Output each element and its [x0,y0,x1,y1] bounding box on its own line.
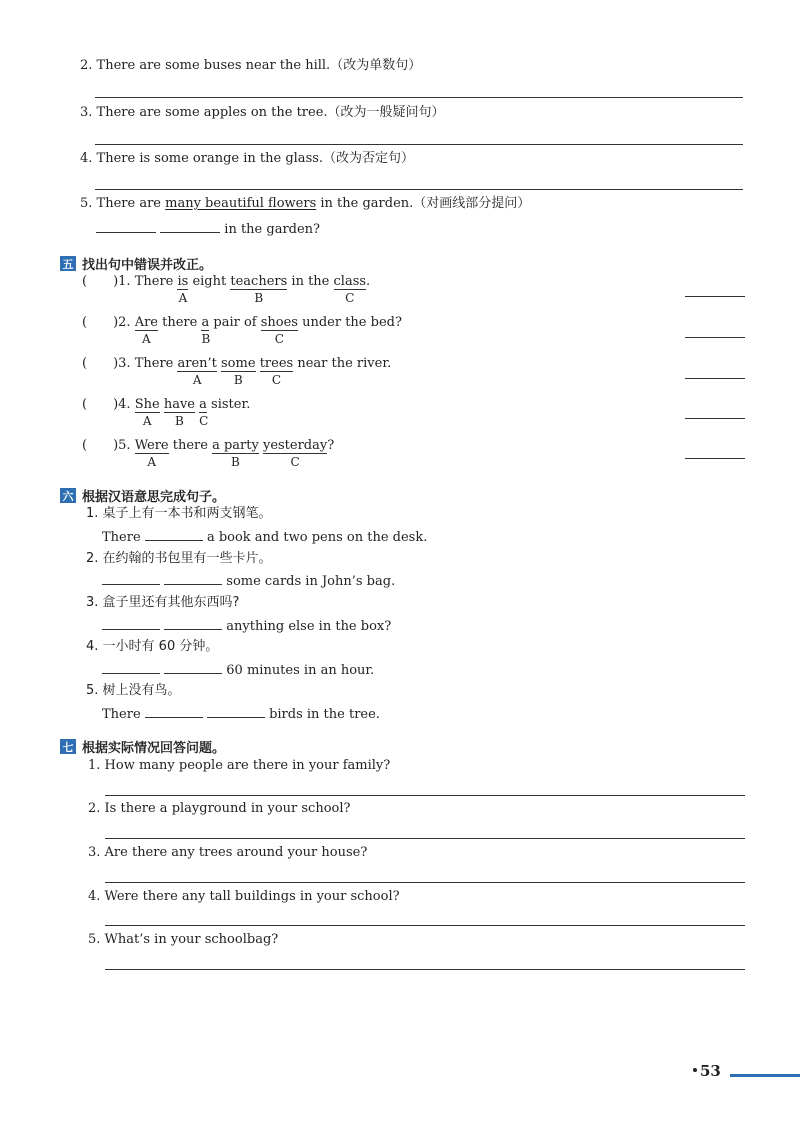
translate-item-2-cn: 2. 在约翰的书包里有一些卡片。 [86,551,272,566]
question-5-line2: in the garden? [96,220,320,238]
option-b: teachers B [230,274,288,305]
section-7-heading [60,737,225,756]
option-a: is A [177,274,189,305]
fill-blank[interactable] [164,572,222,585]
correction-blank[interactable] [685,378,745,379]
answer-question-5: 5. What’s in your schoolbag? [88,932,279,947]
fill-blank[interactable] [145,528,203,541]
section-5-heading [60,254,212,273]
translate-item-4-cn: 4. 一小时有 60 分钟。 [86,639,219,654]
section-6-heading [60,486,225,505]
correction-blank[interactable] [685,337,745,338]
correction-blank[interactable] [685,458,745,459]
section-title: 根据汉语意思完成句子。 [82,490,226,505]
page-number: 53 [700,1062,721,1080]
answer-line[interactable] [105,795,745,796]
translate-item-2-en: some cards in John’s bag. [102,572,395,590]
question-2: 2. There are some buses near the hill.（改为单数句） [80,58,422,73]
translate-item-4-en: 60 minutes in an hour. [102,661,374,679]
error-item-2: ( )2. Are A there a B pair of shoes C under the bed? [82,315,402,346]
page-dot [693,1068,697,1072]
translate-item-3-cn: 3. 盒子里还有其他东西吗? [86,595,240,610]
answer-line-4[interactable] [95,189,743,190]
fill-blank[interactable] [102,617,160,630]
error-item-4: ( )4. She A have B a C sister. [82,397,251,428]
answer-line[interactable] [105,925,745,926]
question-5: 5. There are many beautiful flowers in the garden.（对画线部分提问） [80,196,531,211]
option-b: have B [163,397,195,428]
option-b: some B [221,356,256,387]
option-a: Were A [134,438,169,469]
correction-blank[interactable] [685,418,745,419]
answer-line[interactable] [105,838,745,839]
option-c: yesterday C [262,438,328,469]
fill-blank[interactable] [164,661,222,674]
answer-line[interactable] [105,969,745,970]
section-badge: 六 [60,488,76,503]
translate-item-3-en: anything else in the box? [102,617,391,635]
section-badge: 七 [60,739,76,754]
translate-item-5-cn: 5. 树上没有鸟。 [86,683,181,698]
answer-question-4: 4. Were there any tall buildings in your school? [88,889,400,904]
answer-question-3: 3. Are there any trees around your house? [88,845,368,860]
section-badge: 五 [60,256,76,271]
option-c: a C [199,397,209,428]
option-b: a party B [212,438,259,469]
answer-line-3[interactable] [95,144,743,145]
correction-blank[interactable] [685,296,745,297]
option-c: class C [333,274,367,305]
answer-question-1: 1. How many people are there in your family? [88,758,391,773]
question-3: 3. There are some apples on the tree.（改为一般疑问句） [80,105,445,120]
fill-blank[interactable] [207,705,265,718]
translate-item-5-en: There birds in the tree. [102,707,380,722]
section-title: 根据实际情况回答问题。 [82,741,226,756]
answer-question-2: 2. Is there a playground in your school? [88,801,351,816]
fill-blank[interactable] [102,661,160,674]
option-c: shoes C [260,315,298,346]
translate-item-1-cn: 1. 桌子上有一本书和两支钢笔。 [86,506,272,521]
option-b: a B [201,315,211,346]
fill-blank[interactable] [164,617,222,630]
fill-blank[interactable] [96,220,156,233]
option-a: She A [134,397,160,428]
fill-blank[interactable] [160,220,220,233]
answer-line-2[interactable] [95,97,743,98]
fill-blank[interactable] [145,705,203,718]
question-4: 4. There is some orange in the glass.（改为否定句） [80,151,415,166]
option-a: Are A [134,315,158,346]
error-item-1: ( )1. There is A eight teachers B in the class C . [82,274,371,305]
error-item-5: ( )5. Were A there a party B yesterday C ? [82,438,335,469]
page-accent-bar [730,1074,800,1077]
option-a: aren’t A [177,356,217,387]
section-title: 找出句中错误并改正。 [82,258,213,273]
answer-line[interactable] [105,882,745,883]
error-item-3: ( )3. There aren’t A some B trees C near the river. [82,356,392,387]
option-c: trees C [259,356,294,387]
translate-item-1-en: There a book and two pens on the desk. [102,530,428,545]
fill-blank[interactable] [102,572,160,585]
